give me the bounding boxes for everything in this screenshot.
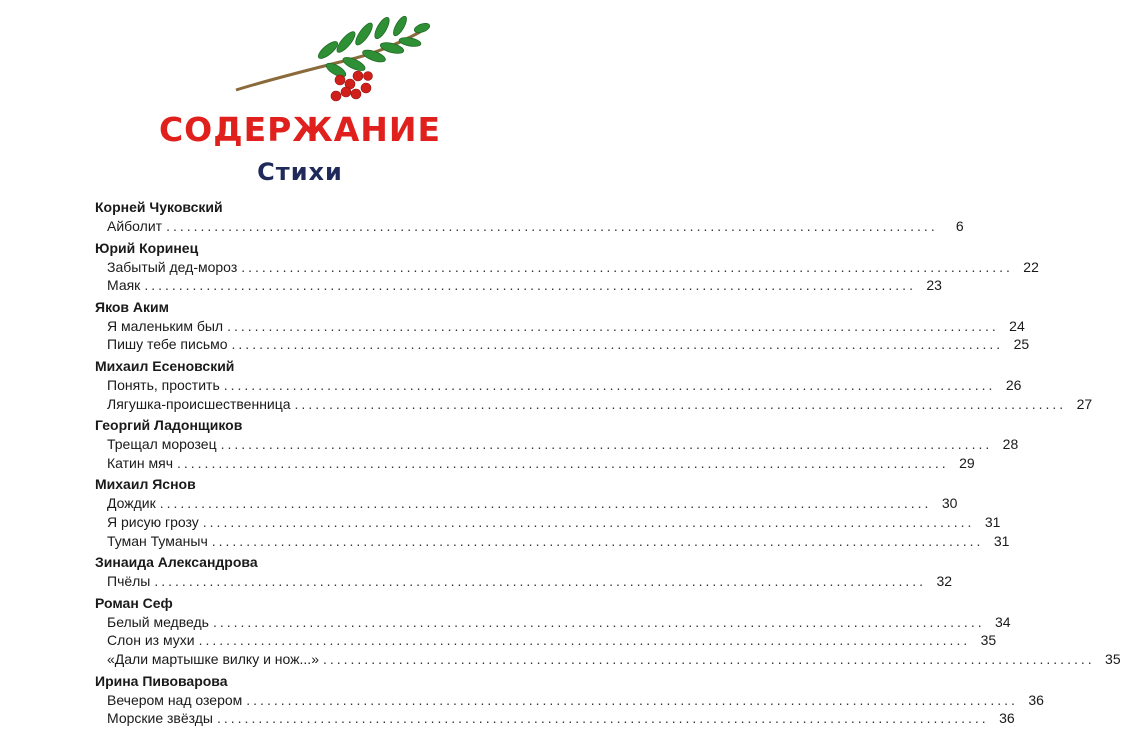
dot-leader: ................................................................................................................ — [223, 376, 996, 393]
dot-leader: ................................................................................................................ — [217, 710, 989, 727]
author-name: Михаил Яснов — [95, 476, 196, 493]
author-name: Зинаида Александрова — [95, 554, 258, 571]
page-number: 36 — [1028, 691, 1044, 708]
toc-entry[interactable] — [95, 650, 1121, 669]
toc-entry[interactable] — [95, 631, 997, 650]
dot-leader: ................................................................................................................ — [246, 691, 1018, 708]
toc-entry[interactable] — [95, 709, 1015, 728]
toc-entry[interactable] — [95, 435, 1019, 454]
dot-leader: ................................................................................................................ — [159, 495, 932, 512]
section-title: Стихи — [257, 158, 343, 186]
toc-entry[interactable] — [95, 454, 975, 473]
dot-leader: ................................................................................................................ — [212, 613, 985, 630]
entry-title: Пишу тебе письмо — [107, 336, 228, 353]
dot-leader: ................................................................................................................ — [211, 532, 984, 549]
dot-leader: ................................................................................................................ — [322, 650, 1095, 667]
page-number: 30 — [941, 495, 958, 512]
author-name: Ирина Пивоварова — [95, 672, 228, 689]
dot-leader: ................................................................................................................ — [202, 513, 975, 530]
entry-title: Трещал морозец — [107, 436, 217, 453]
page-number: 23 — [926, 277, 942, 294]
entry-title: Я рисую грозу — [107, 513, 199, 530]
page-number: 24 — [1009, 317, 1025, 334]
entry-title: Лягушка-происшественница — [107, 395, 291, 412]
dot-leader: ................................................................................................................ — [220, 436, 993, 453]
toc-entry[interactable] — [95, 532, 1010, 551]
page-number: 31 — [984, 513, 1001, 530]
author-name: Юрий Коринец — [95, 239, 199, 256]
dot-leader: ................................................................................................................ — [231, 336, 1004, 353]
entry-title: Я маленьким был — [107, 317, 224, 334]
toc-entry[interactable] — [95, 613, 1011, 632]
page-number: 35 — [1105, 650, 1121, 667]
toc-entry[interactable] — [95, 317, 1025, 336]
entry-title: Маяк — [107, 277, 141, 294]
dot-leader: ................................................................................................................ — [144, 277, 916, 294]
page-number: 25 — [1013, 336, 1030, 353]
dot-leader: ................................................................................................................ — [227, 317, 999, 334]
dot-leader: ................................................................................................................ — [294, 395, 1067, 412]
dot-leader: ................................................................................................................ — [154, 573, 927, 590]
entry-title: Слон из мухи — [107, 632, 195, 649]
page-number: 27 — [1076, 395, 1093, 412]
entry-title: «Дали мартышке вилку и нож...» — [107, 650, 319, 667]
author-name: Михаил Есеновский — [95, 357, 235, 374]
page-number: 35 — [980, 632, 997, 649]
entry-title: Пчёлы — [107, 573, 151, 590]
toc-entry[interactable] — [95, 217, 964, 236]
dot-leader: ................................................................................................................ — [177, 454, 949, 471]
page-number: 34 — [995, 613, 1011, 630]
page-number: 32 — [936, 573, 953, 590]
dot-leader: ................................................................................................................ — [166, 218, 938, 234]
entry-title: Катин мяч — [107, 454, 173, 471]
toc-entry[interactable] — [95, 513, 1001, 532]
toc-entry[interactable] — [95, 395, 1093, 414]
dot-leader: ................................................................................................................ — [198, 632, 971, 649]
page-number: 22 — [1023, 258, 1039, 275]
dot-leader: ................................................................................................................ — [241, 258, 1013, 275]
entry-title: Дождик — [107, 495, 156, 512]
entry-title: Забытый дед-мороз — [107, 258, 238, 275]
table-of-contents — [95, 195, 1121, 728]
page-number: 31 — [993, 532, 1010, 549]
entry-title: Туман Туманыч — [107, 532, 208, 549]
page-number: 28 — [1002, 436, 1019, 453]
entry-title: Понять, простить — [107, 376, 220, 393]
entry-title: Вечером над озером — [107, 691, 243, 708]
toc-entry[interactable] — [95, 335, 1030, 354]
toc-entry[interactable] — [95, 572, 953, 591]
entry-title: Белый медведь — [107, 613, 209, 630]
page-number: 36 — [999, 710, 1015, 727]
author-name: Яков Аким — [95, 298, 170, 315]
author-name: Георгий Ладонщиков — [95, 417, 243, 434]
toc-entry[interactable] — [95, 691, 1044, 710]
toc-entry[interactable] — [95, 258, 1039, 277]
page-number: 6 — [955, 218, 964, 234]
toc-entry[interactable] — [95, 276, 942, 295]
page-title: СОДЕРЖАНИЕ — [158, 110, 442, 149]
entry-title: Морские звёзды — [107, 710, 213, 727]
entry-title: Айболит — [107, 218, 163, 234]
author-name: Корней Чуковский — [95, 199, 223, 215]
toc-entry[interactable] — [95, 494, 958, 513]
rowan-branch-icon — [228, 18, 428, 108]
page-number: 26 — [1005, 376, 1022, 393]
toc-entry[interactable] — [95, 376, 1022, 395]
author-name: Роман Сеф — [95, 594, 173, 611]
page-number: 29 — [959, 454, 975, 471]
